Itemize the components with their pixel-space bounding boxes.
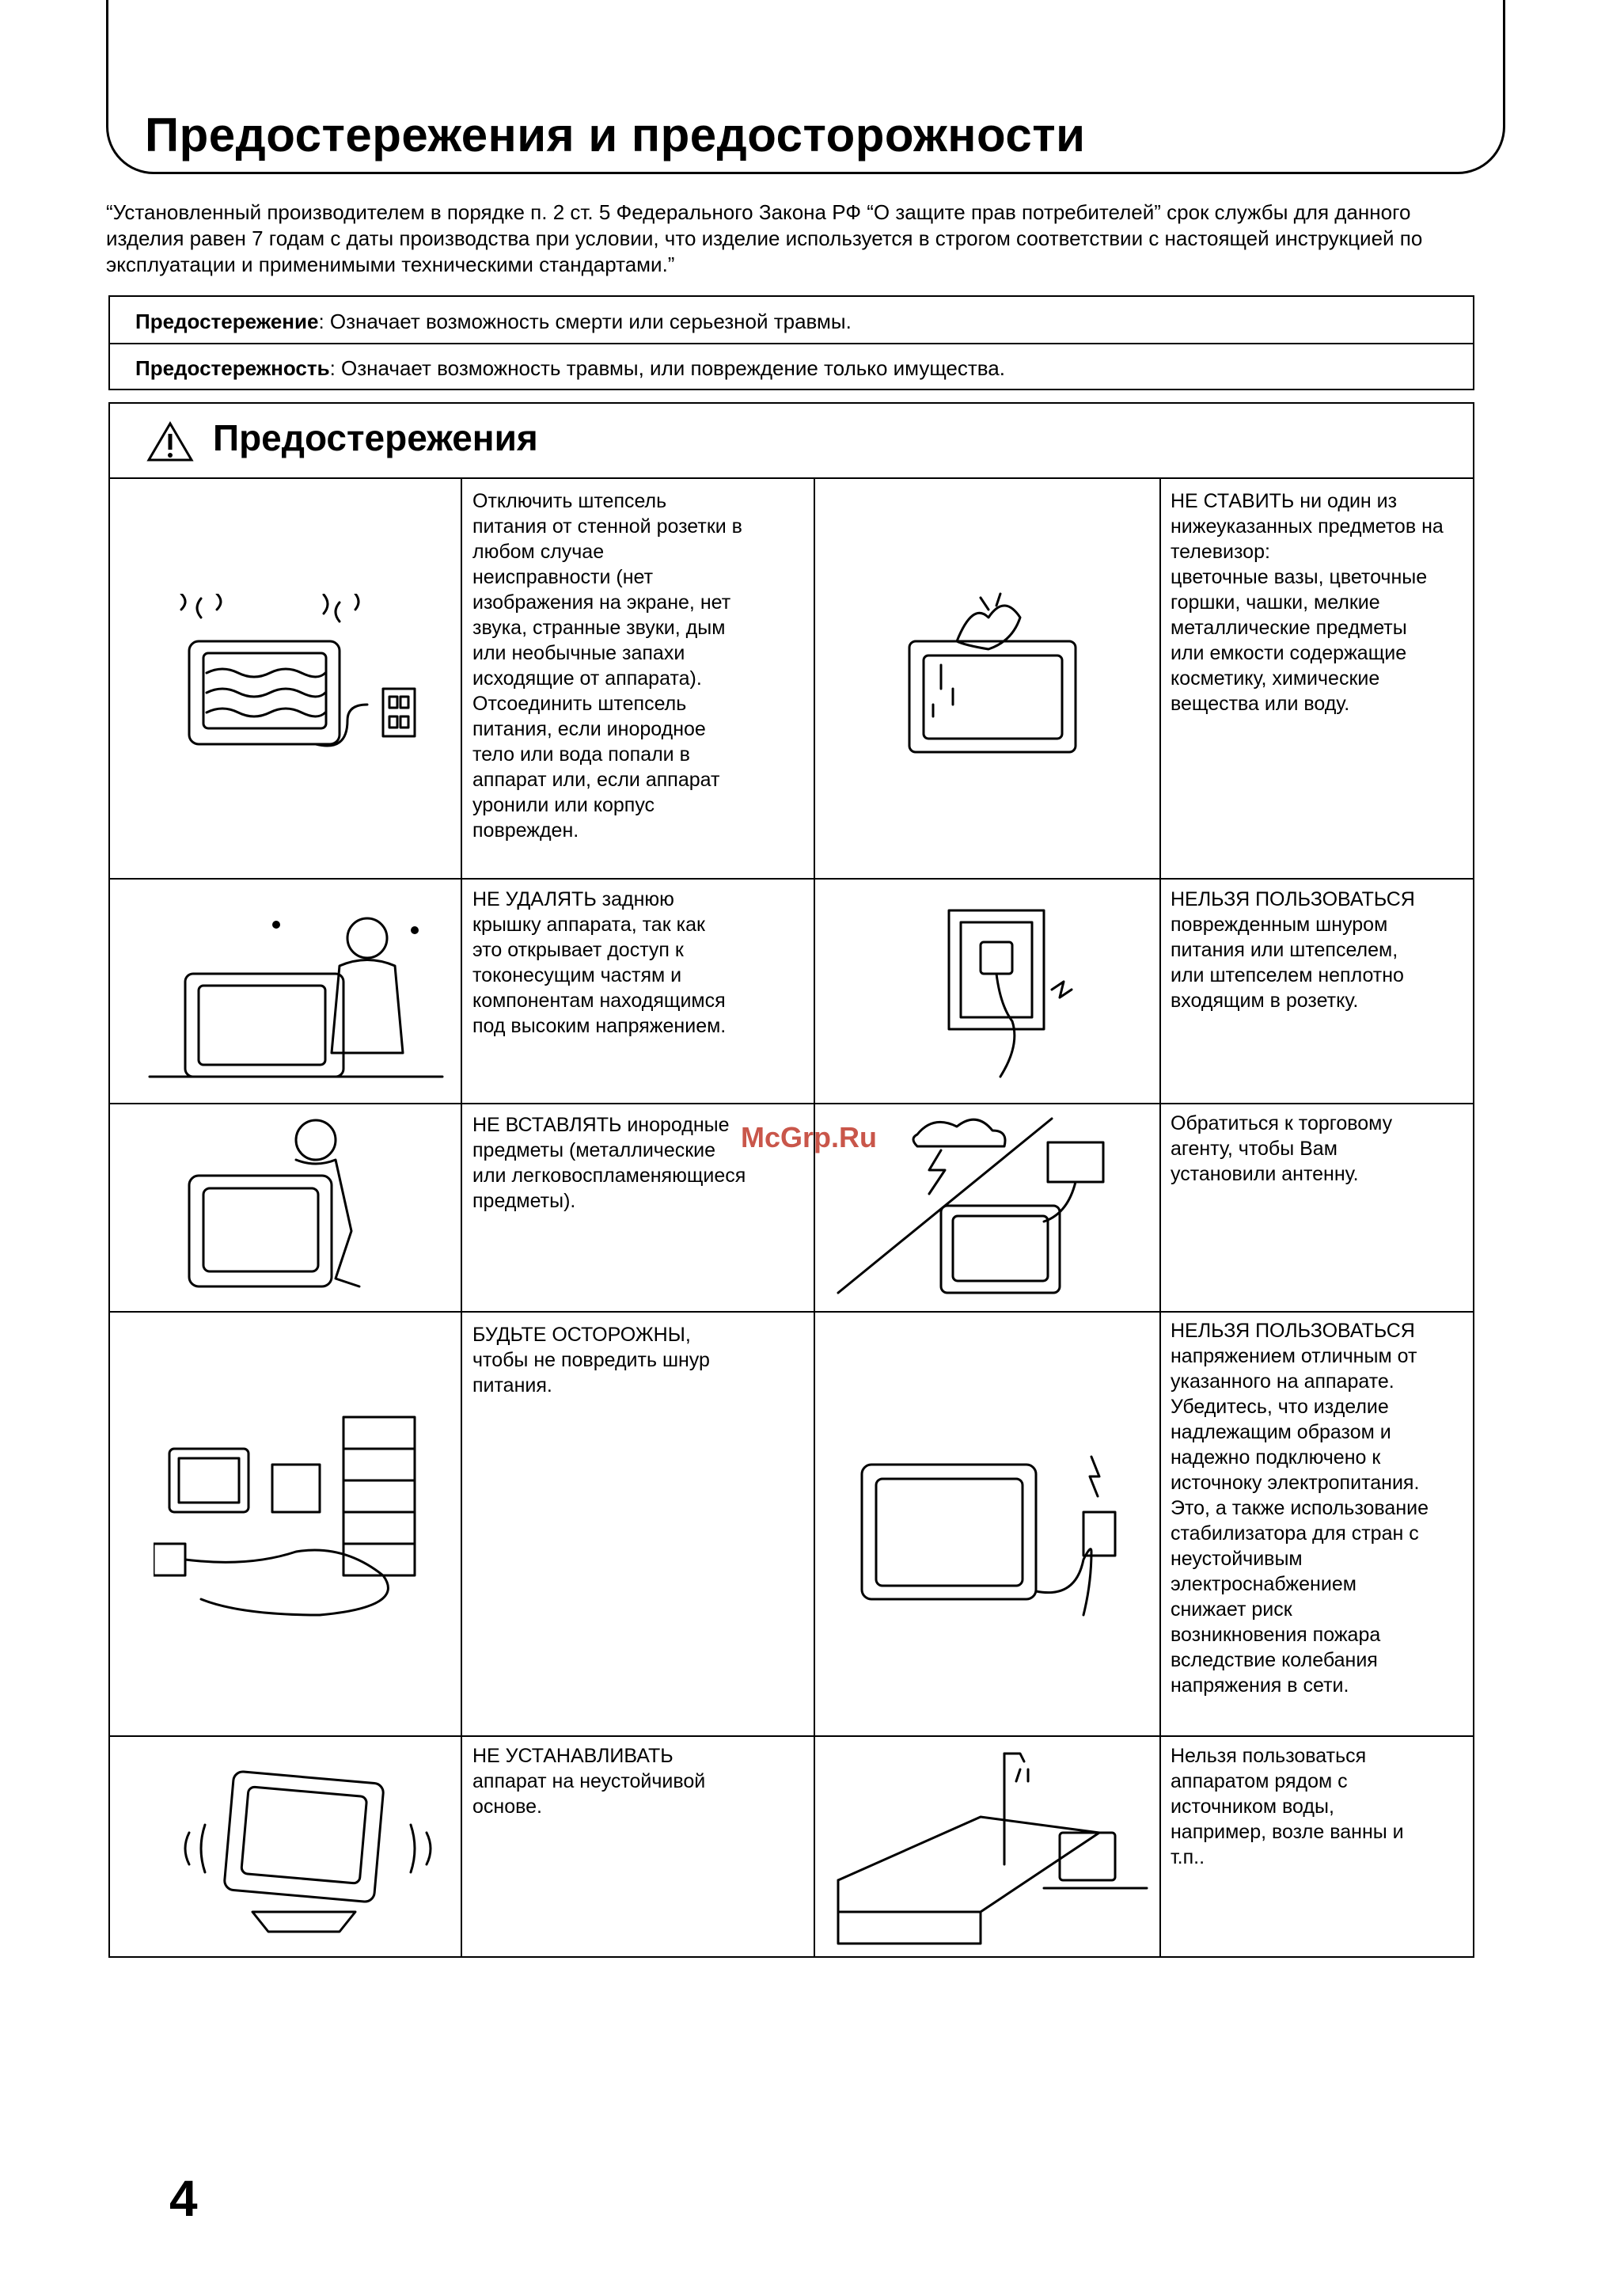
definitions-box: [108, 295, 1474, 390]
intro-paragraph: “Установленный производителем в порядке п. 2 ст. 5 Федерального Закона РФ “О защите прав потребителей” срок службы для данного изделия равен 7 годам с даты производства при условии, что изделие используется в строгом соответствии с настоящей инструкцией по эксплуатации и применимыми техническими стандартами.”: [106, 200, 1423, 276]
warning-text-unstable: НЕ УСТАНАВЛИВАТЬ аппарат на неустойчивой основе.: [472, 1745, 706, 1818]
definition-term: Предостережность: [135, 356, 330, 380]
warning-text-antenna: Обратиться к торговому агенту, чтобы Вам установили антенну.: [1171, 1112, 1393, 1185]
warning-text-damaged-cord: НЕЛЬЗЯ ПОЛЬЗОВАТЬСЯ поврежденным шнуром питания или штепселем, или штепселем неплотно входящим в розетку.: [1171, 888, 1415, 1012]
bath-water-illustration: [822, 1746, 1155, 1951]
section-title: Предостережения: [213, 417, 538, 458]
warnings-table: [108, 402, 1474, 1958]
watermark: McGrp.Ru: [741, 1121, 878, 1153]
row-divider: [110, 1311, 1473, 1313]
warning-text-foreign-objects: НЕ ВСТАВЛЯТЬ инородные предметы (металлические или легковоспламеняющиеся предметы).: [472, 1114, 746, 1212]
row-divider: [110, 1103, 1473, 1104]
page-title: Предостережения и предосторожности: [145, 108, 1086, 162]
definition-text: : Означает возможность травмы, или повреждение только имущества.: [329, 356, 1005, 380]
definition-term: Предостережение: [135, 310, 319, 333]
unstable-base-illustration: [173, 1754, 450, 1944]
damaged-plug-illustration: [933, 895, 1091, 1092]
child-tv-illustration: [173, 1112, 427, 1302]
warning-text-no-objects: НЕ СТАВИТЬ ни один из нижеуказанных предметов на телевизор: цветочные вазы, цветочные горшки, чашки, мелкие металлические предметы или емкости содержащие косметику, химические вещества или воду.: [1171, 490, 1444, 715]
warning-triangle-icon: [146, 421, 194, 462]
smoking-tv-illustration: [157, 594, 427, 776]
divider: [110, 343, 1473, 344]
row-divider: [110, 1735, 1473, 1737]
definition-warning: [135, 310, 852, 334]
warning-text-water: Нельзя пользоваться аппаратом рядом с источником воды, например, возле ванны и т.п..: [1171, 1745, 1404, 1868]
back-cover-illustration: [142, 895, 450, 1092]
warning-text-cord-care: БУДЬТЕ ОСТОРОЖНЫ, чтобы не повредить шнур питания.: [472, 1324, 710, 1396]
voltage-illustration: [846, 1441, 1139, 1639]
warning-text-unplug: Отключить штепсель питания от стенной розетки в любом случае неисправности (нет изображения на экране, нет звука, странные звуки, дым или необычные запахи исходящие от аппарата). Отсоединить штепсель питания, если инородное тело или вода попали в аппарат или, если аппарат уронили или корпус поврежден.: [472, 490, 742, 842]
page-number: 4: [169, 2170, 198, 2227]
cord-damage-illustration: [154, 1401, 454, 1639]
tv-vase-illustration: [894, 586, 1115, 760]
warnings-header: [110, 404, 1473, 479]
warning-text-voltage: НЕЛЬЗЯ ПОЛЬЗОВАТЬСЯ напряжением отличным от указанного на аппарате. Убедитесь, что изделие надлежащим образом и надежно подключено к источноку электропитания. Это, а также использование стабилизатора для стран с неустойчивым электроснабжением снижает риск возникновения пожара вследствие колебания напряжения в сети.: [1171, 1320, 1429, 1697]
row-divider: [110, 878, 1473, 880]
definition-text: : Означает возможность смерти или серьезной травмы.: [318, 310, 852, 333]
definition-caution: [135, 356, 1005, 381]
warning-text-back-cover: НЕ УДАЛЯТЬ заднюю крышку аппарата, так как это открывает доступ к токонесущим частям и компонентам находящимся под высоким напряжением.: [472, 888, 727, 1037]
